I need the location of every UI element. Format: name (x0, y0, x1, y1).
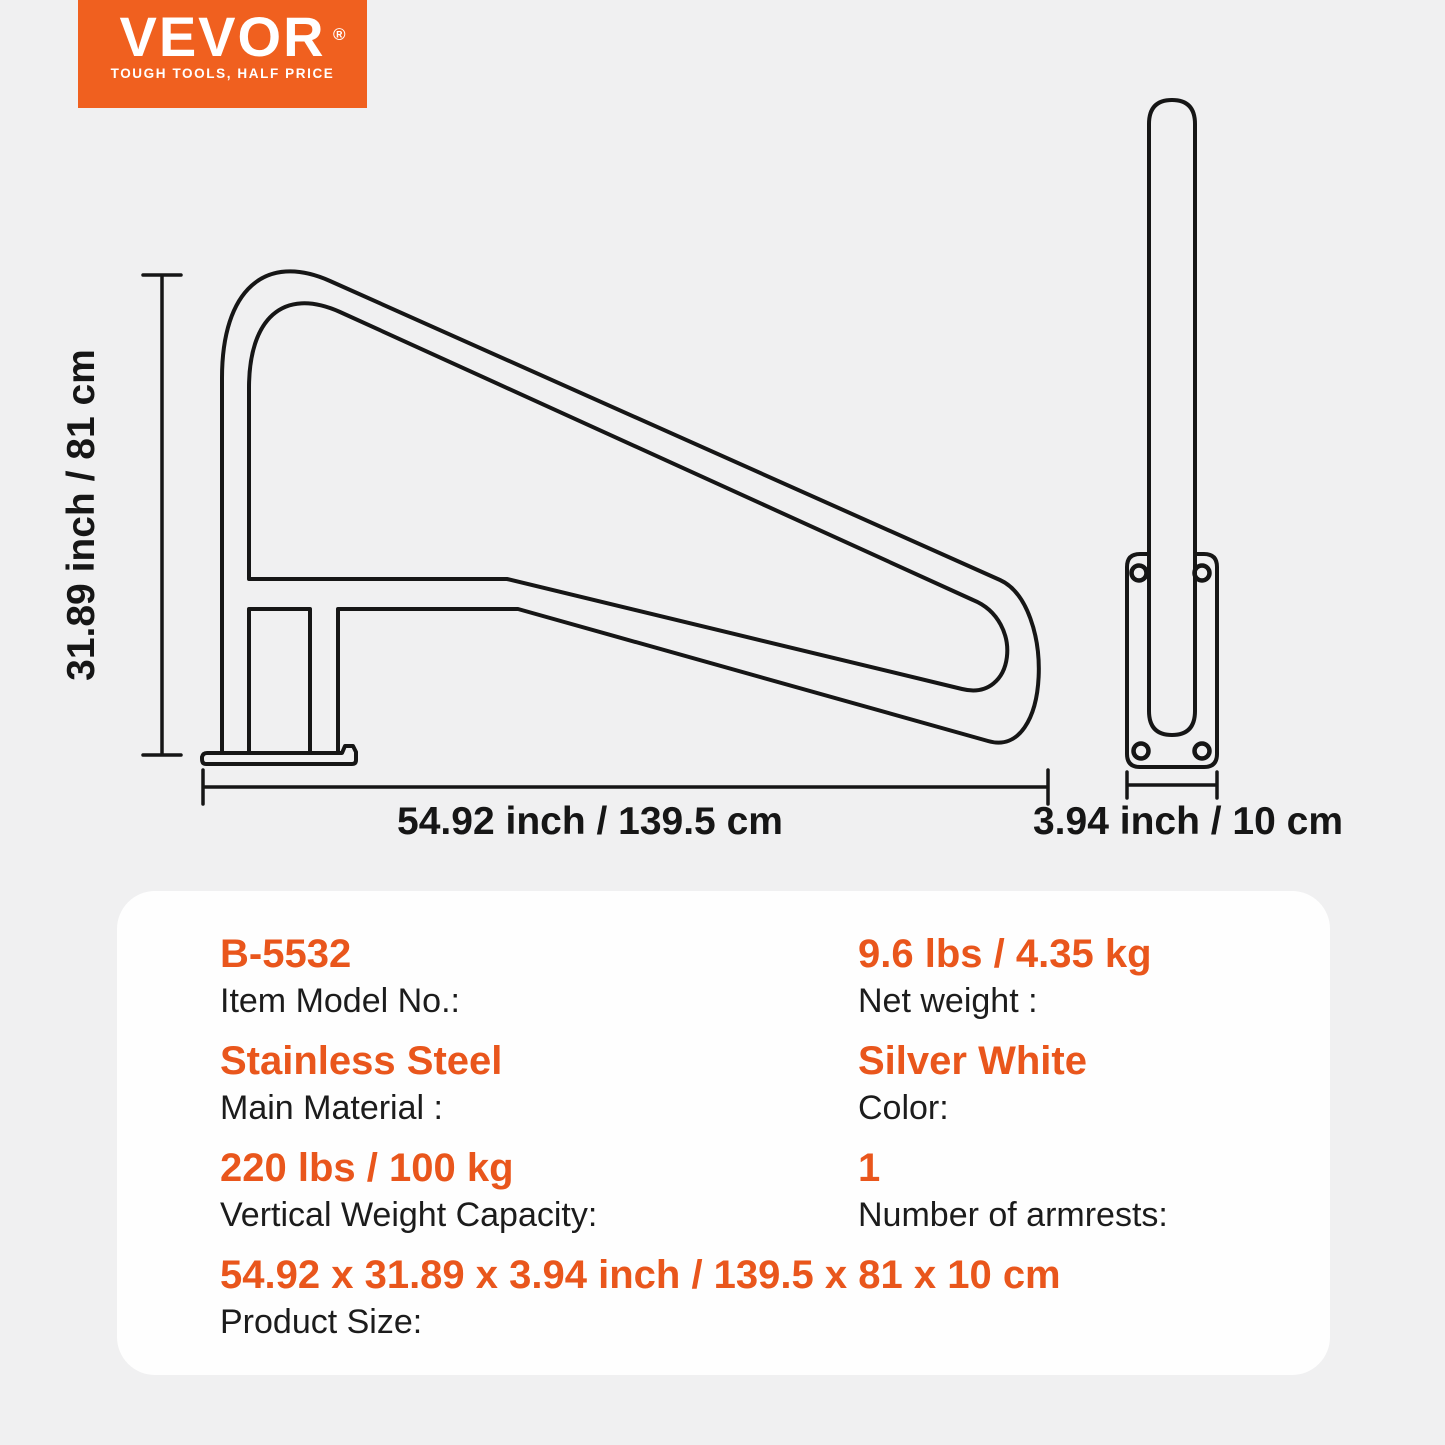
spec-value: B-5532 (220, 932, 352, 976)
base-plate (202, 746, 356, 764)
side-view-inner-outline (249, 303, 1007, 690)
front-post-tube (1149, 100, 1195, 735)
depth-dimension-label: 3.94 inch / 10 cm (1032, 800, 1344, 843)
depth-dimension-line (1127, 772, 1217, 798)
spec-label: Vertical Weight Capacity: (220, 1196, 598, 1234)
spec-item-model (220, 931, 460, 1021)
handrail-side-view-drawing (202, 271, 1039, 764)
spec-net-weight (858, 931, 1152, 1021)
spec-value: 54.92 x 31.89 x 3.94 inch / 139.5 x 81 x 10 cm (220, 1253, 1061, 1297)
spec-color (858, 1038, 1087, 1128)
spec-label: Item Model No.: (220, 982, 460, 1020)
length-dimension-line (203, 770, 1048, 804)
spec-weight-capacity (220, 1145, 597, 1235)
spec-label: Product Size: (220, 1303, 423, 1341)
spec-label: Color: (858, 1089, 949, 1127)
spec-main-material (220, 1038, 502, 1128)
handrail-front-view-drawing (1127, 100, 1217, 767)
spec-value: 9.6 lbs / 4.35 kg (858, 932, 1152, 976)
brand-name: VEVOR (119, 5, 326, 68)
spec-label: Main Material : (220, 1089, 443, 1127)
spec-armrest-count (858, 1145, 1168, 1235)
spec-label: Net weight : (858, 982, 1038, 1020)
spec-value: 220 lbs / 100 kg (220, 1146, 514, 1190)
spec-label: Number of armrests: (858, 1196, 1168, 1234)
length-dimension-label: 54.92 inch / 139.5 cm (397, 800, 783, 843)
height-dimension-line (143, 275, 181, 755)
spec-value: Stainless Steel (220, 1039, 503, 1083)
spec-value: 1 (858, 1146, 881, 1190)
brand-tagline: TOUGH TOOLS, HALF PRICE (110, 66, 335, 81)
support-post-gap (249, 609, 310, 753)
height-dimension-label: 31.89 inch / 81 cm (60, 349, 103, 681)
spec-value: Silver White (858, 1039, 1087, 1083)
side-view-outer-outline (222, 271, 1039, 753)
registered-trademark-icon: ® (333, 25, 346, 44)
spec-product-size (220, 1252, 1061, 1342)
